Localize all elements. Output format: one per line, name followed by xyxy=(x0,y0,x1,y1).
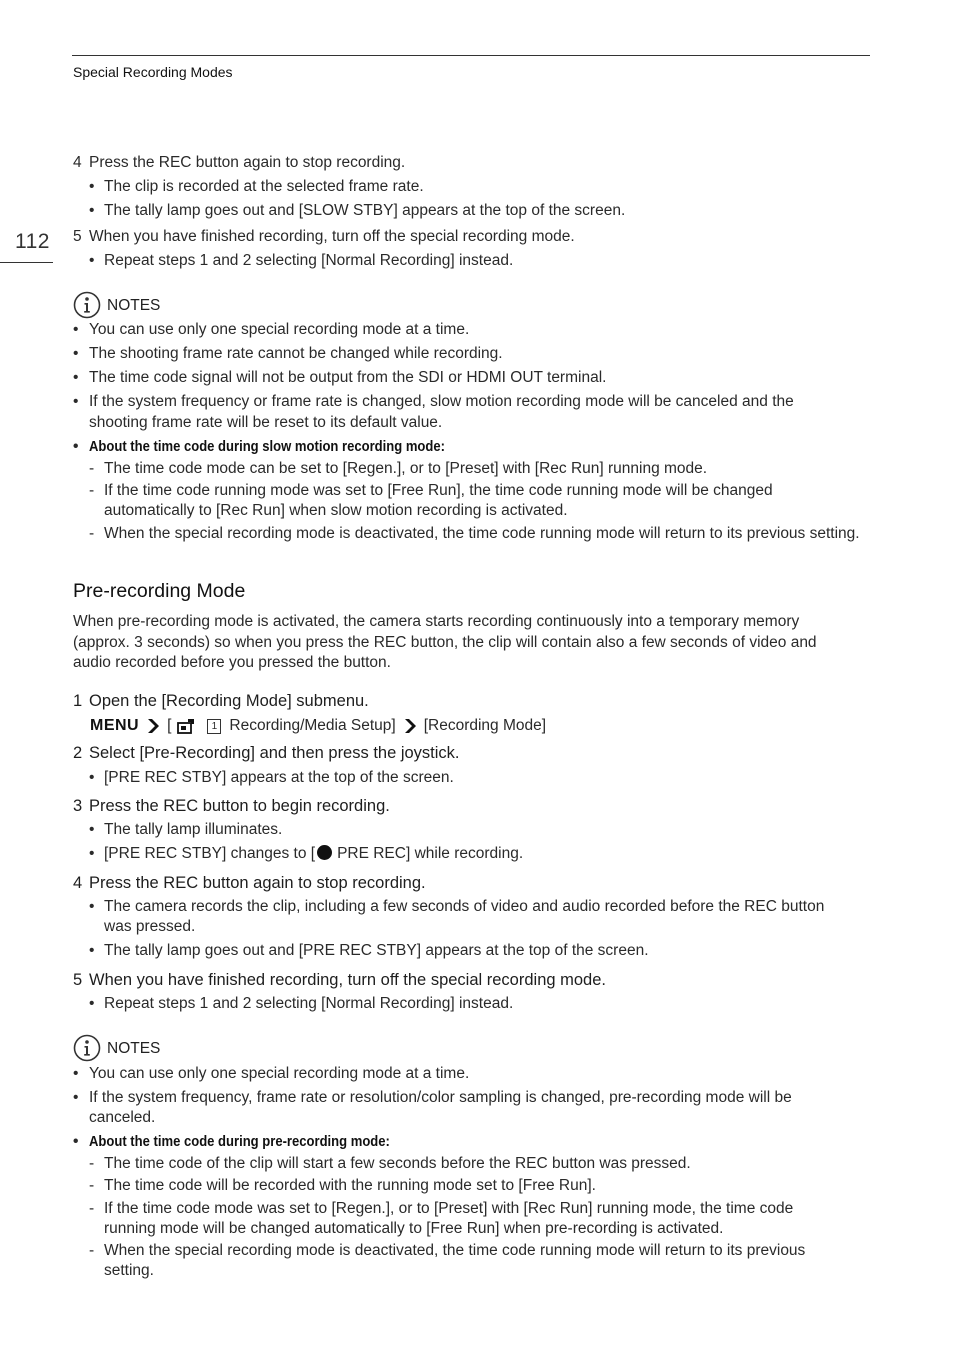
bullet: • xyxy=(89,821,95,838)
bullet: • xyxy=(73,369,79,386)
dash-text: The time code of the clip will start a few seconds before the REC button was pressed. xyxy=(104,1155,691,1172)
step-number: 5 xyxy=(73,971,83,989)
bullet-text-part: [PRE REC STBY] changes to [ xyxy=(104,845,316,862)
bullet-text: Repeat steps 1 and 2 selecting [Normal Recording] instead. xyxy=(104,995,514,1012)
bullet: • xyxy=(89,845,95,862)
bullet: • xyxy=(89,942,95,959)
bullet-text: [PRE REC STBY] appears at the top of the screen. xyxy=(104,769,454,786)
dash-text: setting. xyxy=(104,1262,154,1279)
bullet: • xyxy=(73,438,79,455)
note-subheading: About the time code during pre-recording mode: xyxy=(89,1134,390,1150)
intro-text: (approx. 3 seconds) so when you press the REC button, the clip will contain also a few seconds of video and xyxy=(73,634,817,651)
bullet-text: was pressed. xyxy=(104,918,196,935)
dash: - xyxy=(89,1200,95,1217)
dash-text: running mode will be changed automatically to [Free Run] when pre-recording is activated. xyxy=(104,1220,724,1237)
step-text: When you have finished recording, turn off the special recording mode. xyxy=(89,228,575,245)
step-number: 2 xyxy=(73,744,83,762)
page-number-rule xyxy=(0,262,53,263)
note-text: You can use only one special recording mode at a time. xyxy=(89,321,470,338)
page-number: 112 xyxy=(15,230,50,253)
bullet-text: The tally lamp illuminates. xyxy=(104,821,283,838)
bullet-text: Repeat steps 1 and 2 selecting [Normal Recording] instead. xyxy=(104,252,514,269)
header-rule xyxy=(72,55,870,56)
bullet-text-part: PRE REC] while recording. xyxy=(337,845,524,862)
bullet: • xyxy=(73,321,79,338)
notes-label: NOTES xyxy=(107,1040,161,1057)
menu-path xyxy=(90,715,546,737)
bullet: • xyxy=(73,1089,79,1106)
bullet: • xyxy=(89,202,95,219)
bullet: • xyxy=(89,178,95,195)
bullet-text: The tally lamp goes out and [SLOW STBY] appears at the top of the screen. xyxy=(104,202,626,219)
note-text: The shooting frame rate cannot be changed while recording. xyxy=(89,345,503,362)
dash: - xyxy=(89,1177,95,1194)
dash-text: When the special recording mode is deactivated, the time code running mode will return to its previous setting. xyxy=(104,525,860,542)
step-number: 4 xyxy=(73,874,83,892)
note-subheading: About the time code during slow motion recording mode: xyxy=(89,439,445,455)
running-header: Special Recording Modes xyxy=(73,64,233,80)
step-text: Press the REC button to begin recording. xyxy=(89,797,390,815)
dash-text: The time code mode can be set to [Regen.], or to [Preset] with [Rec Run] running mode. xyxy=(104,460,708,477)
chevron-right-icon xyxy=(145,718,161,734)
section-heading: Pre-recording Mode xyxy=(73,580,246,602)
dash: - xyxy=(89,1155,95,1172)
dash-text: If the time code running mode was set to [Free Run], the time code running mode will be changed xyxy=(104,482,773,499)
step-number: 5 xyxy=(73,228,82,245)
intro-text: audio recorded before you pressed the button. xyxy=(73,654,391,671)
dash: - xyxy=(89,482,95,499)
menu-path-part: Recording/Media Setup] xyxy=(229,717,396,734)
dash: - xyxy=(89,525,95,542)
dash: - xyxy=(89,1242,95,1259)
bullet: • xyxy=(73,345,79,362)
bullet: • xyxy=(89,995,95,1012)
bullet-text: The camera records the clip, including a few seconds of video and audio recorded before the REC button xyxy=(104,898,825,915)
dash: - xyxy=(89,460,95,477)
intro-text: When pre-recording mode is activated, the camera starts recording continuously into a temporary memory xyxy=(73,613,800,630)
record-dot-icon xyxy=(317,845,332,860)
note-text: If the system frequency or frame rate is changed, slow motion recording mode will be canceled and the xyxy=(89,393,794,410)
menu-button-label: MENU xyxy=(90,717,140,734)
bullet: • xyxy=(73,1133,79,1150)
step-number: 4 xyxy=(73,154,82,171)
info-icon xyxy=(73,1034,101,1062)
note-text: The time code signal will not be output from the SDI or HDMI OUT terminal. xyxy=(89,369,607,386)
bullet: • xyxy=(89,252,95,269)
dash-text: The time code will be recorded with the running mode set to [Free Run]. xyxy=(104,1177,596,1194)
note-text: canceled. xyxy=(89,1109,156,1126)
bullet-text: The clip is recorded at the selected frame rate. xyxy=(104,178,424,195)
step-text: Select [Pre-Recording] and then press the joystick. xyxy=(89,744,460,762)
step-text: Press the REC button again to stop recording. xyxy=(89,154,406,171)
bullet: • xyxy=(73,1065,79,1082)
menu-bracket: [ xyxy=(167,717,172,734)
bullet-text: The tally lamp goes out and [PRE REC STBY] appears at the top of the screen. xyxy=(104,942,649,959)
step-number: 3 xyxy=(73,797,83,815)
bullet-text-with-icon xyxy=(104,844,523,865)
bullet: • xyxy=(89,769,95,786)
dash-text: automatically to [Rec Run] when slow motion recording is activated. xyxy=(104,502,568,519)
menu-page-number: 1 xyxy=(207,719,221,734)
dash-text: If the time code mode was set to [Regen.], or to [Preset] with [Rec Run] running mode, the time code xyxy=(104,1200,794,1217)
menu-path-part: [Recording Mode] xyxy=(423,717,547,734)
bullet: • xyxy=(73,393,79,410)
step-number: 1 xyxy=(73,692,83,710)
step-text: Open the [Recording Mode] submenu. xyxy=(89,692,369,710)
camera-setup-icon xyxy=(177,718,195,734)
note-text: shooting frame rate will be reset to its default value. xyxy=(89,414,443,431)
notes-label: NOTES xyxy=(107,297,161,314)
note-text: If the system frequency, frame rate or resolution/color sampling is changed, pre-recording mode will be xyxy=(89,1089,792,1106)
info-icon xyxy=(73,291,101,319)
note-text: You can use only one special recording mode at a time. xyxy=(89,1065,470,1082)
bullet: • xyxy=(89,898,95,915)
step-text: Press the REC button again to stop recording. xyxy=(89,874,426,892)
chevron-right-icon xyxy=(402,718,418,734)
dash-text: When the special recording mode is deactivated, the time code running mode will return to its previous xyxy=(104,1242,806,1259)
step-text: When you have finished recording, turn off the special recording mode. xyxy=(89,971,606,989)
